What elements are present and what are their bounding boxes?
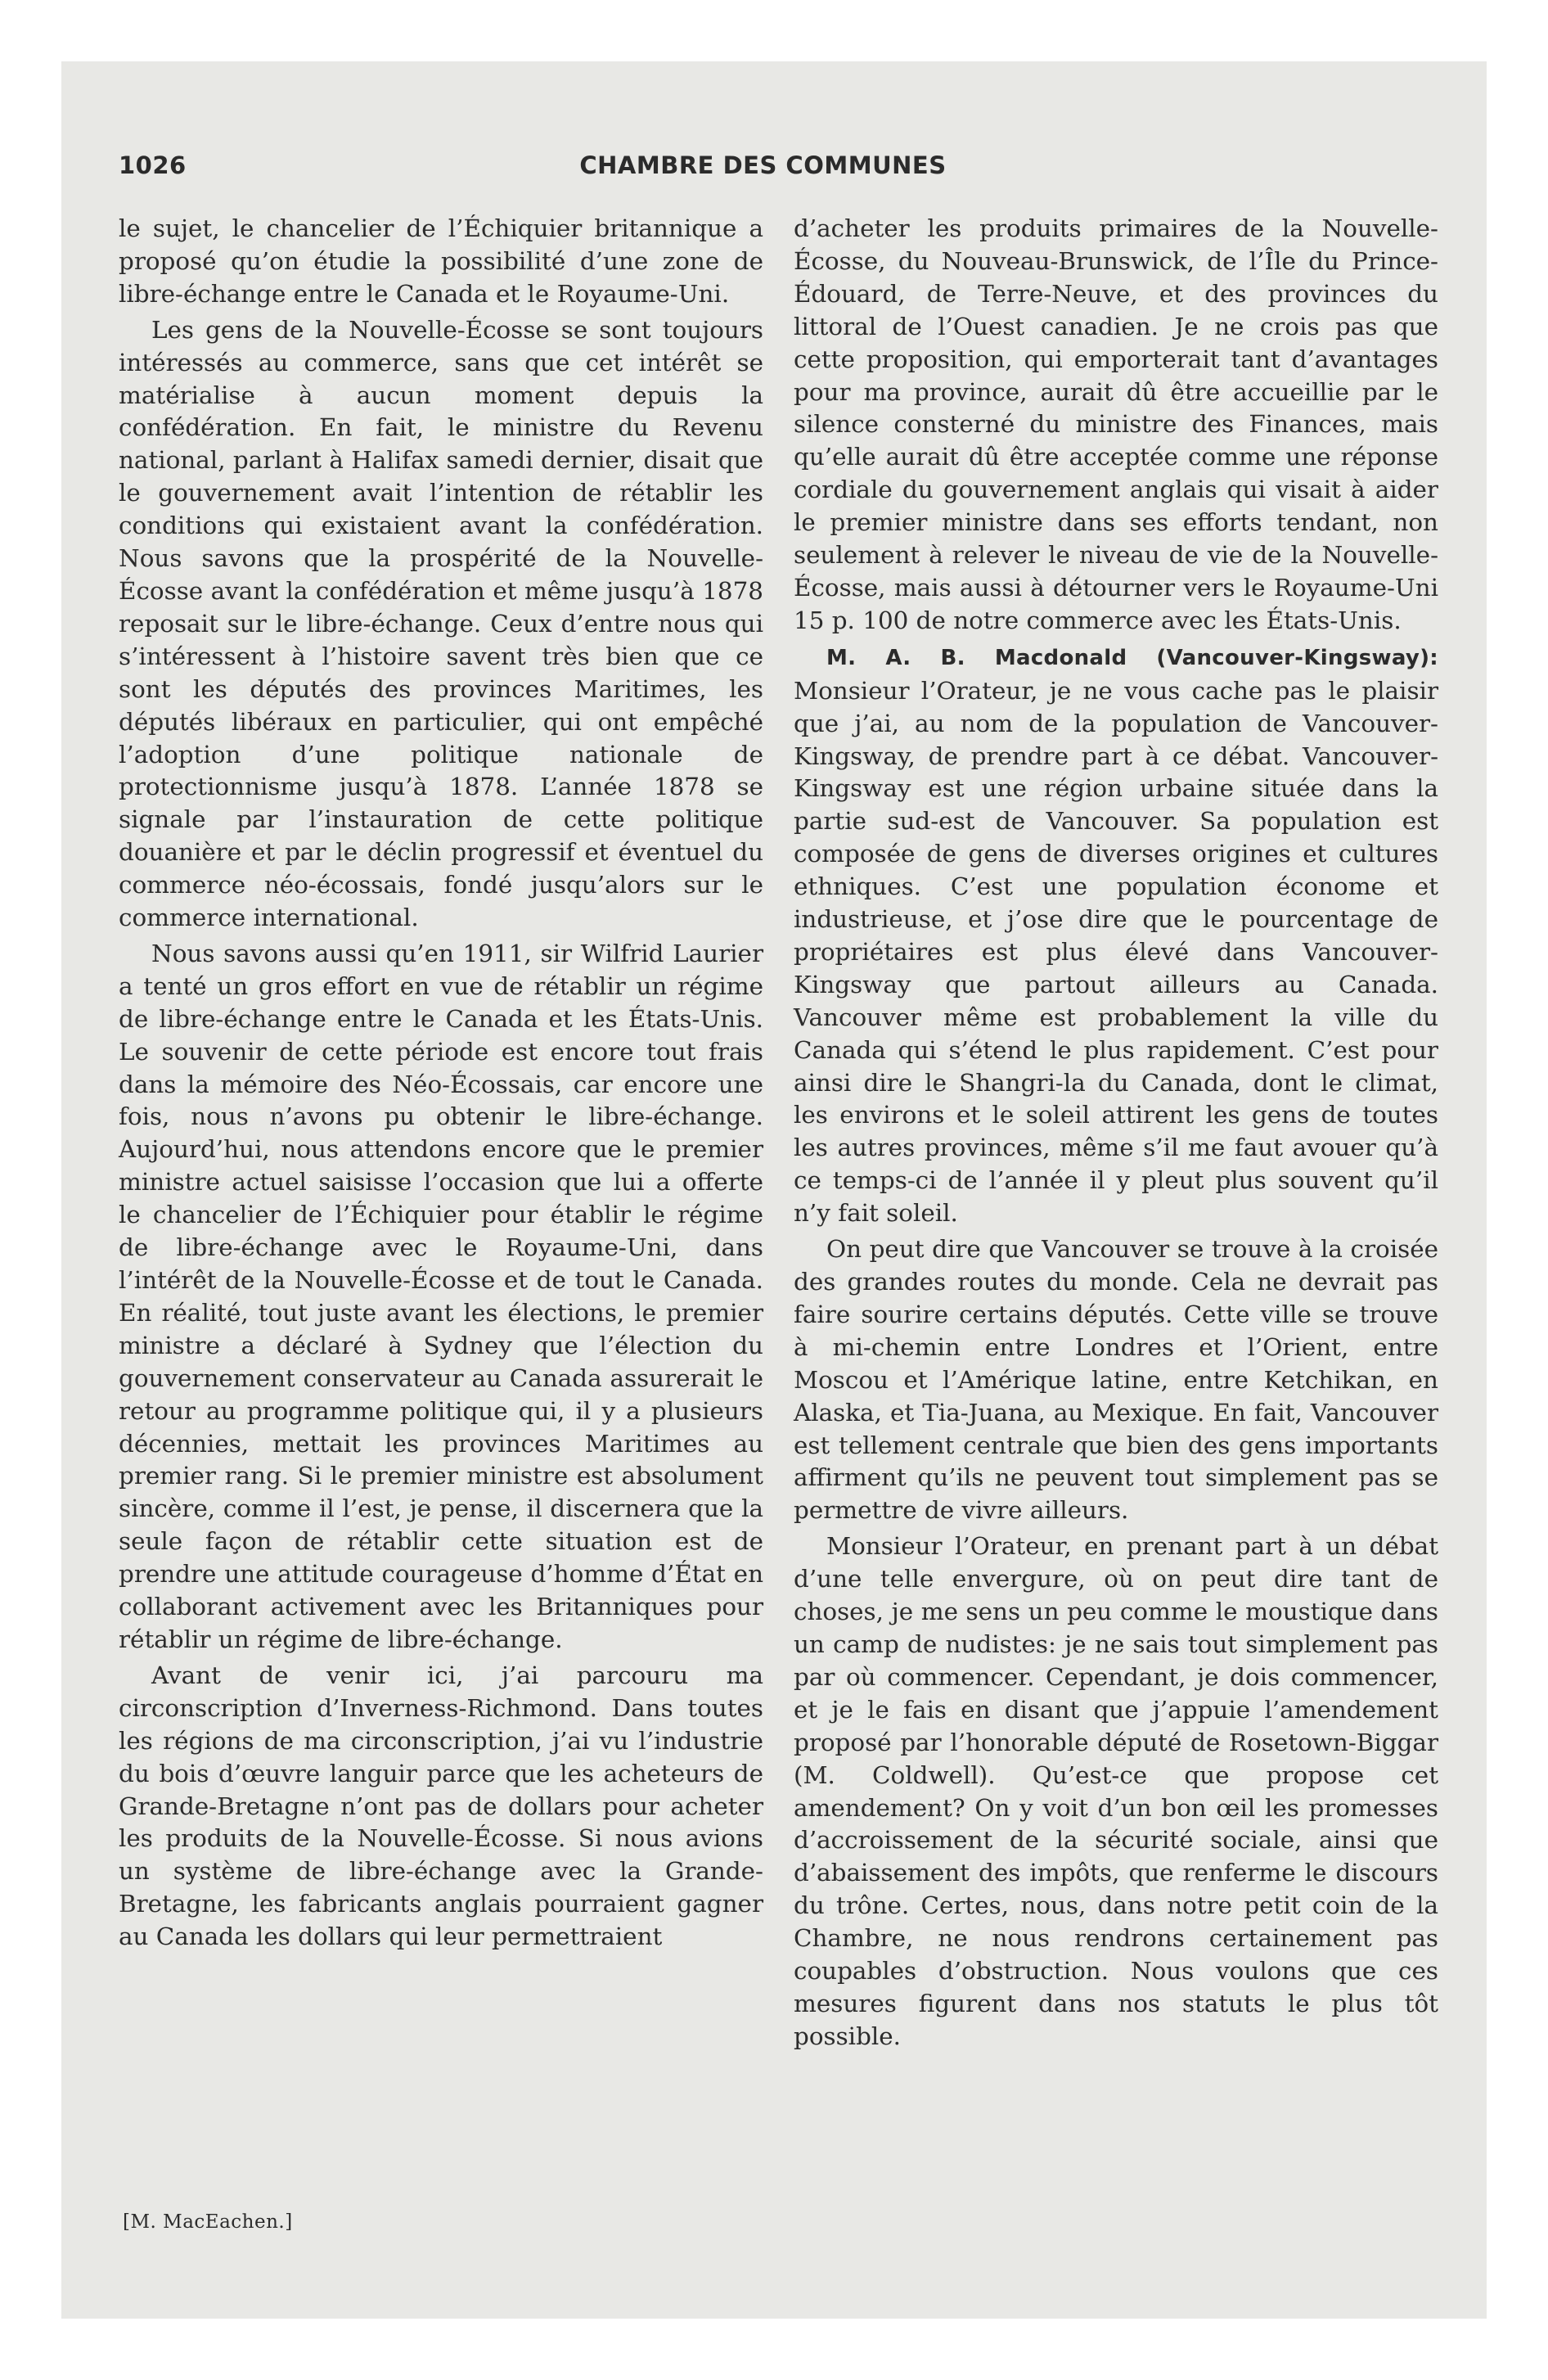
paragraph: Nous savons aussi qu’en 1911, sir Wilfrid Laurier a tenté un gros effort en vue de rétablir un régime de libre-échange entre le Canada et les États-Unis. Le souvenir de cette période est encore tout frais dans la mémoire des Néo-Écossais, car encore une fois, nous n’avons pu obtenir le libre-échange. Aujourd’hui, nous attendons encore que le premier ministre actuel saisisse l’occasion que lui a offerte le chancelier de l’Échiquier pour établir le régime de libre-échange avec le Royaume-Uni, dans l’intérêt de la Nouvelle-Écosse et de tout le Canada. En réalité, tout juste avant les élections, le premier ministre a déclaré à Sydney que l’élection du gouvernement conservateur au Canada assurerait le retour au programme politique qui, il y a plusieurs décennies, mettait les provinces Maritimes au premier rang. Si le premier ministre est absolument sincère, comme il l’est, je pense, il discernera que la seule façon de rétablir cette situation est de prendre une attitude courageuse d’homme d’État en collaborant activement avec les Britanniques pour rétablir un régime de libre-échange. [119,939,763,1653]
speech-text: Monsieur l’Orateur, je ne vous cache pas le plaisir que j’ai, au nom de la population de Vancouver-Kingsway, de prendre part à ce débat. Vancouver-Kingsway est une région urbaine située dans la partie sud-est de Vancouver. Sa population est composée de gens de diverses origines et cultures ethniques. C’est une population économe et industrieuse, et j’ose dire que le pourcentage de propriétaires est plus élevé dans Vancouver-Kingsway que partout ailleurs au Canada. Vancouver même est probablement la ville du Canada qui s’étend le plus rapidement. C’est pour ainsi dire le Shangri-la du Canada, dont le climat, les environs et le soleil attirent les gens de toutes les autres provinces, même s’il me faut avouer qu’à ce temps-ci de l’année il y pleut plus souvent qu’il n’y fait soleil. [794,676,1438,1228]
paragraph: Les gens de la Nouvelle-Écosse se sont toujours intéressés au commerce, sans que cet intérêt se matérialise à aucun moment depuis la confédération. En fait, le ministre du Revenu national, parlant à Halifax samedi dernier, disait que le gouvernement avait l’intention de rétablir les conditions qui existaient avant la confédération. Nous savons que la prospérité de la Nouvelle-Écosse avant la confédération et même jusqu’à 1878 reposait sur le libre-échange. Ceux d’entre nous qui s’intéressent à l’histoire savent très bien que ce sont les députés des provinces Maritimes, les députés libéraux en particulier, qui ont empêché l’adoption d’une politique nationale de protectionnisme jusqu’à 1878. L’année 1878 se signale par l’instauration de cette politique douanière et par le déclin progressif et éventuel du commerce néo-écossais, fondé jusqu’alors sur le commerce international. [119,315,763,932]
right-column [794,213,1438,2053]
paragraph: Monsieur l’Orateur, en prenant part à un débat d’une telle envergure, où on peut dire tant de choses, je me sens un peu comme le moustique dans un camp de nudistes: je ne sais tout simplement pas par où commencer. Cependant, je dois commencer, et je le fais en disant que j’appuie l’amendement proposé par l’honorable député de Rosetown-Biggar (M. Coldwell). Qu’est-ce que propose cet amendement? On y voit d’un bon œil les promesses d’accroissement de la sécurité sociale, ainsi que d’abaissement des impôts, que renferme le discours du trône. Certes, nous, dans notre petit coin de la Chambre, ne nous rendrons certainement pas coupables d’obstruction. Nous voulons que ces mesures figurent dans nos statuts le plus tôt possible. [794,1532,1438,2050]
paragraph: le sujet, le chancelier de l’Échiquier britannique a proposé qu’on étudie la possibilité d’une zone de libre-échange entre le Canada et le Royaume-Uni. [119,214,763,308]
speaker-name: M. A. B. Macdonald (Vancouver-Kingsway): [826,645,1438,670]
paragraph: d’acheter les produits primaires de la Nouvelle-Écosse, du Nouveau-Brunswick, de l’Île du Prince-Édouard, de Terre-Neuve, et des provinces du littoral de l’Ouest canadien. Je ne crois pas que cette proposition, qui emporterait tant d’avantages pour ma province, aurait dû être accueillie par le silence consterné du ministre des Finances, mais qu’elle aurait dû être acceptée comme une réponse cordiale du gouvernement anglais qui visait à aider le premier ministre dans ses efforts tendant, non seulement à relever le niveau de vie de la Nouvelle-Écosse, mais aussi à détourner vers le Royaume-Uni 15 p. 100 de notre commerce avec les États-Unis. [794,214,1438,634]
paragraph: On peut dire que Vancouver se trouve à la croisée des grandes routes du monde. Cela ne devrait pas faire sourire certains députés. Cette ville se trouve à mi-chemin entre Londres et l’Orient, entre Moscou et l’Amérique latine, entre Ketchikan, en Alaska, et Tia-Juana, au Mexique. En fait, Vancouver est tellement centrale que bien des gens importants affirment qu’ils ne peuvent tout simplement pas se permettre de vivre ailleurs. [794,1235,1438,1525]
left-column [119,213,763,1954]
page-title: CHAMBRE DES COMMUNES [579,151,947,179]
paragraph: Avant de venir ici, j’ai parcouru ma circonscription d’Inverness-Richmond. Dans toutes les régions de ma circonscription, j’ai vu l’industrie du bois d’œuvre languir parce que les acheteurs de Grande-Bretagne n’ont pas de dollars pour acheter les produits de la Nouvelle-Écosse. Si nous avions un système de libre-échange avec la Grande-Bretagne, les fabricants anglais pourraient gagner au Canada les dollars qui leur permettraient [119,1661,763,1951]
hansard-page [61,61,1487,2319]
running-header [119,151,1407,192]
page-number: 1026 [119,151,187,179]
speaker-attribution: [M. MacEachen.] [123,2211,293,2233]
speaker-paragraph [794,641,1438,1230]
